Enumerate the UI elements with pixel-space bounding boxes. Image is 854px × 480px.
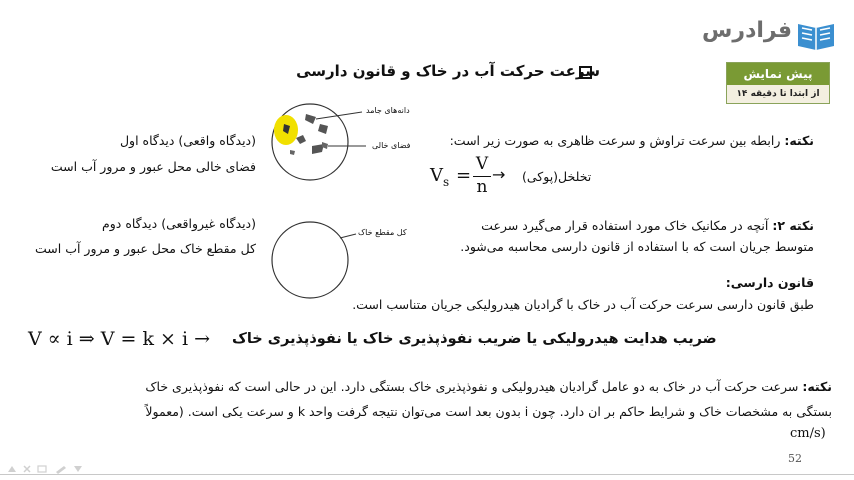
darcy-formula: V ∝ i ⇒ V = k × i → <box>28 328 211 350</box>
note2-label: نکته ۲: <box>772 218 814 233</box>
seepage-formula <box>430 155 640 199</box>
note2-line1 <box>481 218 814 233</box>
label-voids: فضای خالی <box>372 141 411 150</box>
note3-label: نکته: <box>802 379 832 394</box>
view1-heading: (دیدگاه واقعی) دیدگاه اول <box>119 133 256 148</box>
view2-desc: کل مقطع خاک محل عبور و مرور آب است <box>35 241 256 256</box>
arrow-icon: → <box>492 165 506 184</box>
view1-desc: فضای خالی محل عبور و مرور آب است <box>50 159 256 174</box>
badge-subtitle: از ابتدا تا دقیقه ۱۴ <box>727 85 829 103</box>
note2-text1: آنچه در مکانیک خاک مورد استفاده قرار می‌گیرد سرعت <box>481 218 769 233</box>
next-slide-icon <box>74 466 82 472</box>
view2-heading: (دیدگاه غیرواقعی) دیدگاه دوم <box>102 216 256 231</box>
badge-title: پیش نمایش <box>727 63 829 85</box>
logo-text: فرادرس <box>702 18 792 43</box>
pointer-icon <box>56 466 66 474</box>
preview-badge <box>726 62 830 104</box>
footer-divider <box>0 474 854 475</box>
note1-line <box>450 133 814 148</box>
formula-lhs: V <box>430 165 443 186</box>
label-section: کل مقطع خاک <box>358 228 407 237</box>
darcy-formula-desc: ضریب هدایت هیدرولیکی یا ضریب نفوذپذیری خاک یا نفوذپذیری خاک <box>232 331 717 347</box>
porosity-label: تخلخل(پوکی) <box>522 169 592 184</box>
prev-slide-icon <box>8 466 16 472</box>
equals-sign: = <box>456 165 472 186</box>
darcy-text: طبق قانون دارسی سرعت حرکت آب در خاک با گرادیان هیدرولیکی جریان متناسب است. <box>352 297 814 312</box>
darcy-heading: قانون دارسی: <box>725 275 814 290</box>
label-solids: دانه‌های جامد <box>366 106 410 115</box>
page-title: سرعت حرکت آب در خاک و قانون دارسی <box>296 62 600 80</box>
book-icon <box>796 18 836 50</box>
note3-line2: بستگی به مشخصات خاک و شرایط حاکم بر ان دارد. چون i بدون بعد است می‌توان نتیجه گرفت واحد k و سرعت یکی است. (معمولاً <box>145 404 832 419</box>
formula-denominator: n <box>476 177 488 197</box>
note3-line1 <box>145 379 832 394</box>
note3-line3: cm/s) <box>790 426 826 441</box>
note1-text: رابطه بین سرعت تراوش و سرعت ظاهری به صورت زیر است: <box>449 133 781 148</box>
logo <box>702 16 836 54</box>
note2-line2: متوسط جریان است که با استفاده از قانون دارسی محاسبه می‌شود. <box>460 239 814 254</box>
formula-sub: s <box>443 175 450 189</box>
formula-numerator: V <box>475 154 489 174</box>
note1-label: نکته: <box>784 133 814 148</box>
slide-controls[interactable] <box>4 462 94 476</box>
page-number: 52 <box>788 452 802 465</box>
pen-icon <box>24 466 30 472</box>
note3-text1: سرعت حرکت آب در خاک به دو عامل گرادیان هیدرولیکی و نفوذپذیری خاک بستگی دارد. این در حالی است که نفوذپذیری خاک <box>145 379 799 394</box>
slides-icon <box>38 466 46 472</box>
